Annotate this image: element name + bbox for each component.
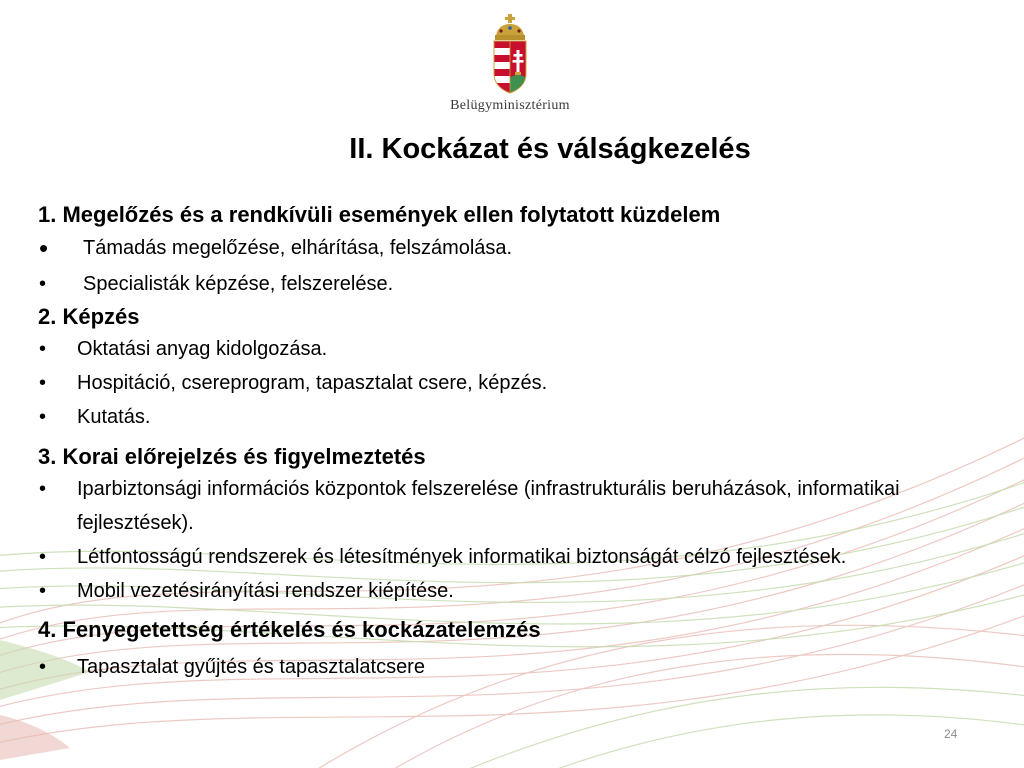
section-heading: 1. Megelőzés és a rendkívüli események ellen folytatott küzdelem xyxy=(38,202,721,227)
section-heading: 3. Korai előrejelzés és figyelmeztetés xyxy=(38,444,426,469)
bullet-list xyxy=(38,650,978,684)
section-training xyxy=(38,302,978,434)
list-item: • Kutatás. xyxy=(38,400,978,434)
list-item: • Létfontosságú rendszerek és létesítmények informatikai biztonságát célzó fejlesztések. xyxy=(38,540,978,574)
slide-content xyxy=(38,200,978,684)
section-early-warning xyxy=(38,442,978,608)
list-item: • Mobil vezetésirányítási rendszer kiépítése. xyxy=(38,574,978,608)
bullet-list xyxy=(38,230,978,302)
list-item: • Hospitáció, csereprogram, tapasztalat csere, képzés. xyxy=(38,366,978,400)
list-item: • Oktatási anyag kidolgozása. xyxy=(38,332,978,366)
page-number: 24 xyxy=(944,727,958,741)
bullet-list xyxy=(38,472,978,608)
section-prevention xyxy=(38,200,978,302)
list-item: • Iparbiztonsági információs központok felszerelése (infrastrukturális beruházások, informatikai fejlesztések). xyxy=(38,472,978,540)
ministry-name: Belügyminisztérium xyxy=(450,98,570,113)
hungarian-coat-of-arms-icon xyxy=(491,14,529,94)
list-item: • Tapasztalat gyűjtés és tapasztalatcsere xyxy=(38,650,978,684)
section-heading: 2. Képzés xyxy=(38,304,140,329)
left-red-band xyxy=(0,715,70,760)
list-item: • Támadás megelőzése, elhárítása, felszámolása. xyxy=(38,230,978,266)
bullet-list xyxy=(38,332,978,434)
slide-title: II. Kockázat és válságkezelés xyxy=(349,133,751,165)
section-heading: 4. Fenyegetettség értékelés és kockázatelemzés xyxy=(38,617,541,642)
list-item: • Specialisták képzése, felszerelése. xyxy=(38,266,978,302)
ministry-logo xyxy=(420,14,600,118)
section-threat-assessment xyxy=(38,610,978,684)
